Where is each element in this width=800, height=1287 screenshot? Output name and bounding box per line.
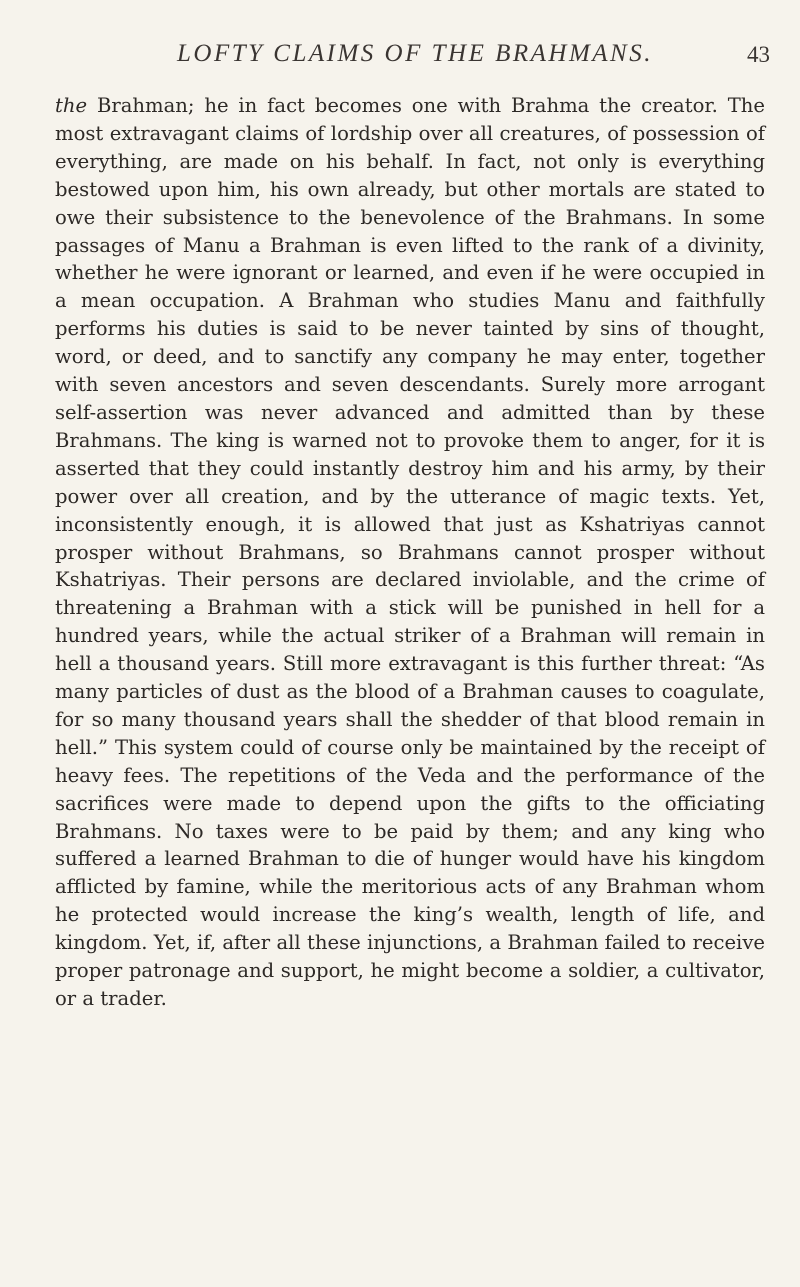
body-paragraph [55,92,765,1013]
running-title: LOFTY CLAIMS OF THE BRAHMANS. [177,40,653,67]
opening-word: the [55,94,88,117]
running-head [90,40,770,80]
page-number: 43 [747,42,770,67]
body-text: Brahman; he in fact becomes one with Brahma the creator. The most extravagant claims of lordship over all creatures, of possession of everything, are made on his behalf. In fact, not only is everything bestowed upon him, his own already, but other mortals are stated to owe their subsistence to the benevolence of the Brahmans. In some passages of Manu a Brahman is even lifted to the rank of a divinity, whether he were ignorant or learned, and even if he were occupied in a mean occupation. A Brahman who studies Manu and faithfully performs his duties is said to be never tainted by sins of thought, word, or deed, and to sanctify any company he may enter, together with seven ancestors and seven descendants. Surely more arrogant self-assertion was never advanced and admitted than by these Brahmans. The king is warned not to provoke them to anger, for it is asserted that they could instantly destroy him and his army, by their power over all creation, and by the utterance of magic texts. Yet, inconsistently enough, it is allowed that just as Kshatriyas cannot prosper without Brahmans, so Brahmans cannot prosper without Kshatriyas. Their persons are declared inviolable, and the crime of threatening a Brahman with a stick will be punished in hell for a hundred years, while the actual striker of a Brahman will remain in hell a thousand years. Still more extravagant is this further threat: “As many particles of dust as the blood of a Brahman causes to coagulate, for so many thousand years shall the shedder of that blood remain in hell.” This system could of course only be maintained by the receipt of heavy fees. The repetitions of the Veda and the performance of the sacrifices were made to depend upon the gifts to the officiating Brahmans. No taxes were to be paid by them; and any king who suffered a learned Brahman to die of hunger would have his kingdom afflicted by famine, while the meritorious acts of any Brahman whom he protected would increase the king’s wealth, length of life, and kingdom. Yet, if, after all these injunctions, a Brahman failed to receive proper patronage and support, he might become a soldier, a cultivator, or a trader. [55,94,765,1010]
